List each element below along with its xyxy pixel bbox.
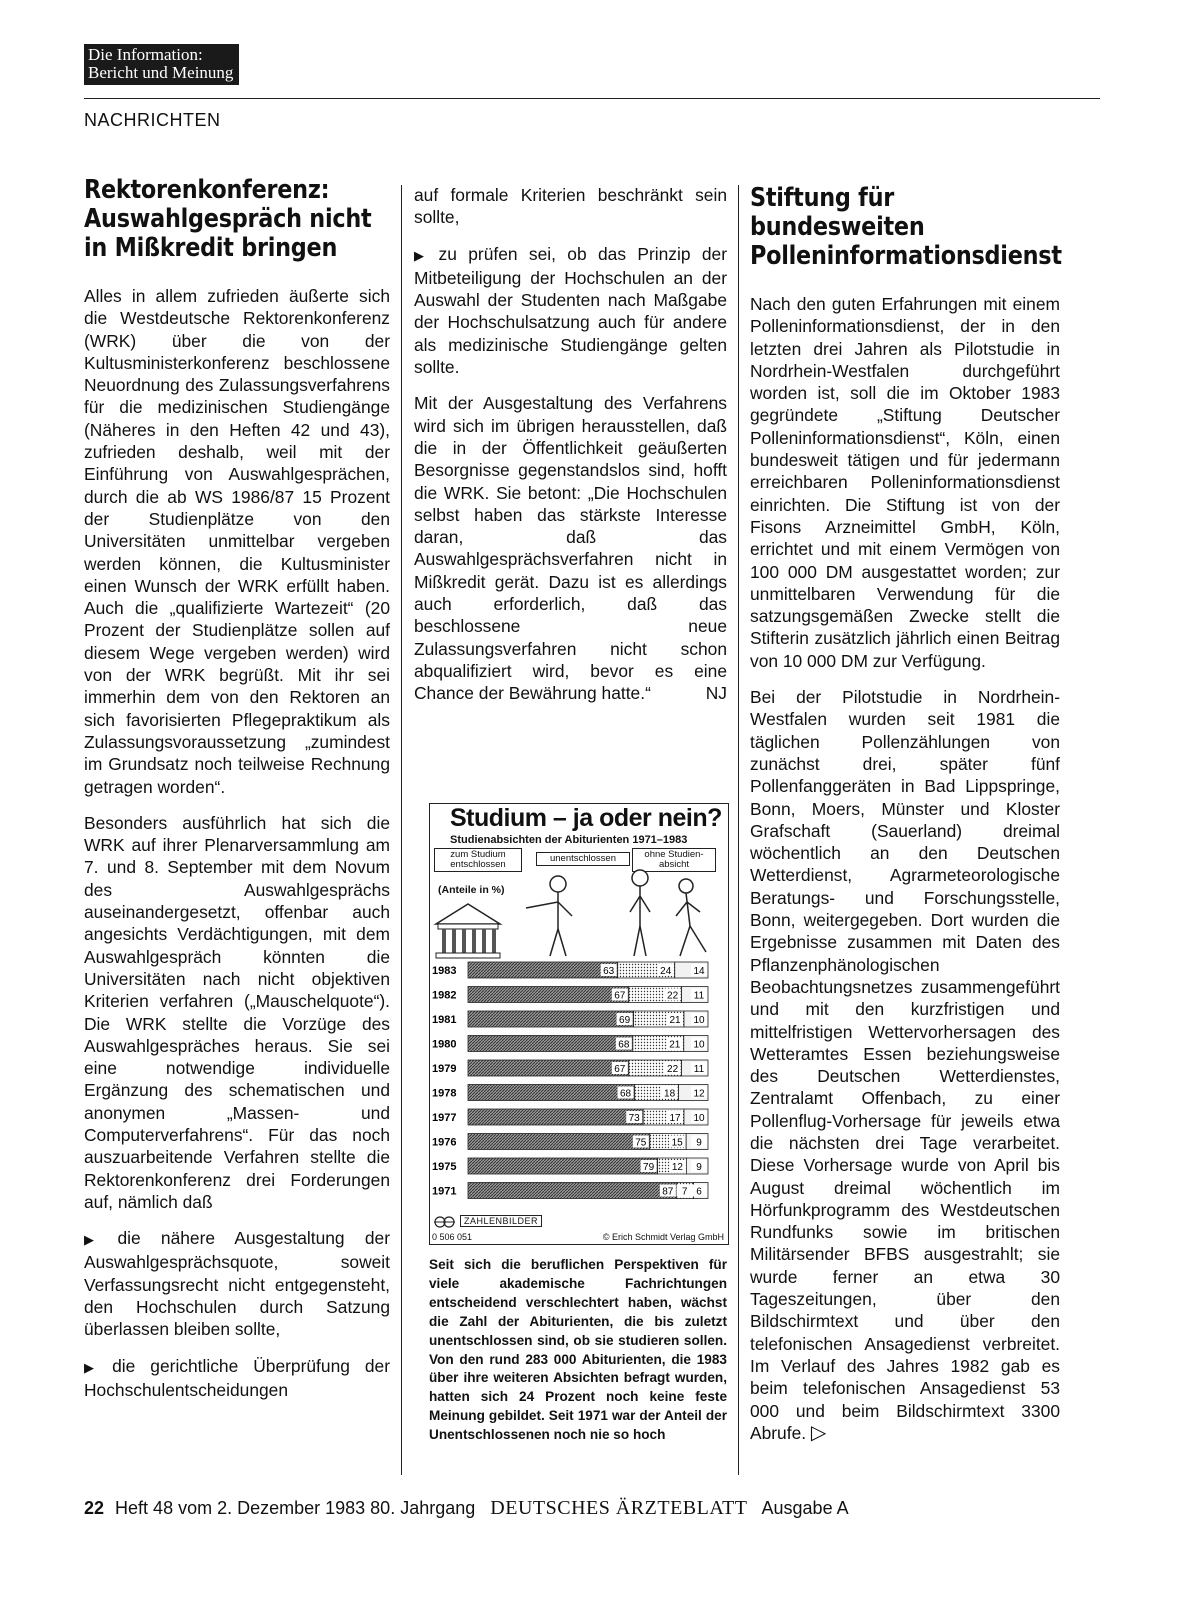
- page-number: 22: [84, 1498, 105, 1518]
- column-divider-1: [401, 185, 402, 1475]
- section-label: NACHRICHTEN: [84, 110, 221, 130]
- value-label: 68: [618, 1039, 630, 1051]
- bar-decided: [468, 962, 618, 978]
- bar-decided: [468, 1060, 629, 1076]
- chart-unit-label: (Anteile in %): [438, 884, 505, 896]
- value-label: 68: [619, 1088, 632, 1100]
- legend-decided: zum Studium entschlossen: [434, 848, 522, 872]
- column-3: [750, 184, 1060, 1458]
- value-label: 10: [693, 1015, 705, 1026]
- chart-title: Studium – ja oder nein?: [450, 804, 722, 832]
- value-label: 17: [669, 1113, 681, 1124]
- article1-headline: Rektorenkonferenz: Auswahlgespräch nicht in Mißkredit bringen: [84, 175, 372, 263]
- issue-info: Heft 48 vom 2. Dezember 1983 80. Jahrgang: [115, 1498, 476, 1518]
- value-label: 75: [635, 1137, 647, 1149]
- year-label: 1983: [432, 965, 457, 977]
- year-label: 1980: [432, 1038, 457, 1051]
- value-label: 69: [619, 1015, 631, 1026]
- article1-bullet-3: ▶ zu prüfen sei, ob das Prinzip der Mitbeteiligung der Hochschulen an der Auswahl der Studenten nach Maßgabe der Hochschulsatzung auch für andere als medizinische Studiengänge gelten sollte.: [414, 243, 727, 379]
- value-label: 79: [643, 1162, 655, 1173]
- chart-subtitle: Studienabsichten der Abiturienten 1971–1983: [450, 834, 688, 846]
- article1-bullet-1: ▶ die nähere Ausgestaltung der Auswahlgesprächsquote, soweit Verfassungsrecht nicht entgegensteht, den Hochschulen durch Satzung überlassen bleiben sollte,: [84, 1227, 390, 1340]
- legend-undecided: unentschlossen: [536, 852, 630, 866]
- value-label: 9: [696, 1162, 702, 1173]
- bar-decided: [468, 1011, 634, 1027]
- bar-decided: [468, 1158, 658, 1174]
- value-label: 21: [669, 1015, 681, 1026]
- value-label: 6: [696, 1186, 702, 1198]
- value-label: 12: [693, 1088, 705, 1100]
- article1-signature: NJ: [705, 683, 727, 704]
- decided-student-figure-icon: [526, 876, 572, 956]
- value-label: 14: [693, 966, 705, 977]
- value-label: 67: [614, 990, 626, 1002]
- bar-decided: [468, 987, 629, 1003]
- bar-decided: [468, 1109, 643, 1125]
- chart-copyright: © Erich Schmidt Verlag GmbH: [602, 1232, 724, 1242]
- university-building-icon: [436, 904, 500, 958]
- value-label: 22: [667, 1064, 679, 1075]
- bar-decided: [468, 1183, 677, 1199]
- column-divider-2: [738, 185, 739, 1475]
- year-label: 1977: [432, 1112, 457, 1124]
- page-footer: [84, 1497, 849, 1520]
- column-2: [414, 184, 727, 719]
- article1-paragraph-3-text: Mit der Ausgestaltung des Verfahrens wird sich im übrigen herausstellen, daß die in der Öffentlichkeit geäußerten Besorgnisse gegenstandslos sind, hofft die WRK. Sie betont: „Die Hochschulen selbst haben das stärkste Interesse daran, daß das Auswahlgesprächsverfahren nicht in Mißkredit gerät. Dazu ist es allerdings auch erforderlich, daß das beschlossene neue Zulassungsverfahren nicht schon abqualifiziert wird, bevor es eine Chance der Bewährung hatte.“: [414, 393, 727, 704]
- column-1: [84, 176, 390, 1415]
- bar-decided: [468, 1036, 633, 1052]
- value-label: 11: [693, 1064, 705, 1075]
- year-label: 1981: [432, 1014, 457, 1026]
- year-label: 1976: [432, 1136, 457, 1149]
- article2-paragraph-2: [750, 686, 1060, 1444]
- value-label: 24: [660, 966, 672, 977]
- bar-decided: [468, 1134, 650, 1150]
- article1-paragraph-3: [414, 392, 727, 704]
- value-label: 63: [603, 966, 615, 977]
- chart-box: [429, 803, 729, 1245]
- leaving-student-figure-icon: [676, 879, 706, 956]
- value-label: 22: [667, 990, 679, 1002]
- chart-code: 0 506 051: [432, 1232, 473, 1242]
- article2-paragraph-2-text: Bei der Pilotstudie in Nordrhein-Westfalen wurden seit 1981 die täglichen Pollenzählungen von zunächst drei, später fünf Pollenfanggeräten in Bad Lippspringe, Bonn, Moers, Münster und Kloster Grafschaft (Sauerland) dreimal wöchentlich an den Deutschen Wetterdienst, Agrarmeteorologische Beratungs- und Forschungsstelle, Bonn, weitergegeben. Dort wurden die Ergebnisse zusammen mit Daten des Pflanzenphänologischen Beobachtungsnetzes zusammengeführt und mit den kurzfristigen und mittelfristigen Wettervorhersagen des Wetteramtes Essen beziehungsweise des Deutschen Wetterdienstes, Zentralamt Offenbach, zu einer Pollenflug-Vorhersage für jeweils etwa die nächsten drei Tage verarbeitet. Diese Vorhersage wurde von April bis August dreimal wöchentlich im Hörfunkprogramm des Westdeutschen Rundfunks sowie im britischen Militärsender BFBS ausgestrahlt; sie wurde ferner an etwa 30 Tageszeitungen, über den Bildschirmtext und über den telefonischen Ansagedienst verbreitet. Im Verlauf des Jahres 1982 gab es beim telefonischen Ansagedienst 53 000 und beim Bildschirmtext 3300 Abrufe.: [750, 687, 1060, 1443]
- chart-svg: [430, 804, 728, 1244]
- zahlenbilder-logo-icon: [434, 1217, 455, 1227]
- continue-arrow-icon: ▷: [810, 1421, 827, 1444]
- article1-bullet-2-continued: auf formale Kriterien beschränkt sein sollte,: [414, 185, 727, 228]
- value-label: 9: [696, 1137, 702, 1149]
- article2-paragraph-1: Nach den guten Erfahrungen mit einem Polleninformationsdienst, der in den letzten drei Jahren als Pilotstudie in Nordrhein-Westfalen durchgeführt worden ist, soll die im Oktober 1983 gegründete „Stiftung Deutscher Polleninformationsdienst“, Köln, einen bundesweit tätigen und für jedermann erreichbaren Polleninformationsdienst einrichten. Die Stiftung ist von der Fisons Arzneimittel GmbH, Köln, errichtet und mit einem Vermögen von 100 000 DM ausgestattet worden; zur unmittelbaren Verwendung für die satzungsgemäßen Zwecke stellt die Stifterin zusätzlich jährlich einen Beitrag von 10 000 DM zur Verfügung.: [750, 294, 1060, 671]
- undecided-student-figure-icon: [630, 870, 650, 956]
- legend-no-intention: ohne Studien-absicht: [632, 848, 716, 872]
- year-label: 1975: [432, 1161, 457, 1173]
- edition: Ausgabe A: [761, 1498, 849, 1518]
- masthead-line1: Die Information:: [88, 45, 203, 64]
- year-label: 1982: [432, 989, 457, 1002]
- chart-bars: [432, 962, 708, 1199]
- article1-bullet-2: ▶ die gerichtliche Überprüfung der Hochschulentscheidungen: [84, 1355, 390, 1402]
- chart-caption: Seit sich die beruflichen Perspektiven für viele akademische Fachrichtungen entscheidend verschlechtert haben, wächst die Zahl der Abiturienten, die bis zuletzt unentschlossen sind, ob sie studieren sollen. Von den rund 283 000 Abiturienten, die 1983 über ihre weiteren Absichten befragt wurden, hatten sich 24 Prozent noch keine feste Meinung gebildet. Seit 1971 war der Anteil der Unentschlossenen noch nie so hoch: [429, 1257, 727, 1443]
- value-label: 12: [671, 1162, 683, 1173]
- masthead-line2: Bericht und Meinung: [88, 63, 234, 82]
- article2-headline: Stiftung für bundesweiten Polleninformationsdienst: [750, 183, 1062, 271]
- value-label: 15: [671, 1137, 683, 1149]
- value-label: 11: [693, 990, 705, 1002]
- year-label: 1978: [432, 1087, 457, 1100]
- bar-decided: [468, 1085, 635, 1101]
- value-label: 87: [662, 1186, 674, 1198]
- article1-paragraph-2: Besonders ausführlich hat sich die WRK auf ihrer Plenarversammlung am 7. und 8. September mit dem Novum des Auswahlgesprächs auseinandergesetzt, offenbar auch angesichts Verdächtigungen, mit dem Auswahlgespräch könnten die Universitäten nach nicht objektiven Kriterien verfahren („Mauschelquote“). Die WRK stellte die Vorzüge des Auswahlgespräches heraus. Sie sei eine notwendige individuelle Ergänzung des schematischen und anonymen „Massen- und Computerverfahrens“. Für das noch auszuarbeitende Verfahren stellte die Rektorenkonferenz drei Forderungen auf, nämlich daß: [84, 812, 390, 1212]
- masthead-badge: [84, 44, 239, 85]
- value-label: 21: [669, 1039, 681, 1051]
- journal-name: DEUTSCHES ÄRZTEBLATT: [490, 1497, 748, 1519]
- year-label: 1979: [432, 1063, 457, 1075]
- value-label: 18: [664, 1088, 676, 1100]
- header-rule: [84, 98, 1100, 99]
- value-label: 67: [614, 1064, 626, 1075]
- value-label: 10: [693, 1039, 705, 1051]
- article1-paragraph-1: Alles in allem zufrieden äußerte sich die Westdeutsche Rektorenkonferenz (WRK) über die von der Kultusministerkonferenz beschlossene Neuordnung des Zulassungsverfahrens für die medizinischen Studiengänge (Näheres in den Heften 42 und 43), zufrieden deshalb, weil mit der Einführung von Auswahlgesprächen, durch die ab WS 1986/87 15 Prozent der Studienplätze von den Universitäten unmittelbar vergeben werden können, die Kultusminister einen Wunsch der WRK erfüllt haben. Auch die „qualifizierte Wartezeit“ (20 Prozent der Studienplätze sollen auf diesem Wege vergeben werden) wird von der WRK begrüßt. Mit ihr sei immerhin dem von den Rektoren an sich favorisierten Pflegepraktikum als Zulassungsvoraussetzung „zumindest im Grundsatz noch teilweise Rechnung getragen worden“.: [84, 286, 390, 797]
- chart-source-logo: ZAHLENBILDER: [460, 1215, 542, 1227]
- year-label: 1971: [432, 1185, 457, 1198]
- value-label: 73: [628, 1113, 640, 1124]
- value-label: 10: [693, 1113, 705, 1124]
- value-label: 7: [681, 1186, 688, 1198]
